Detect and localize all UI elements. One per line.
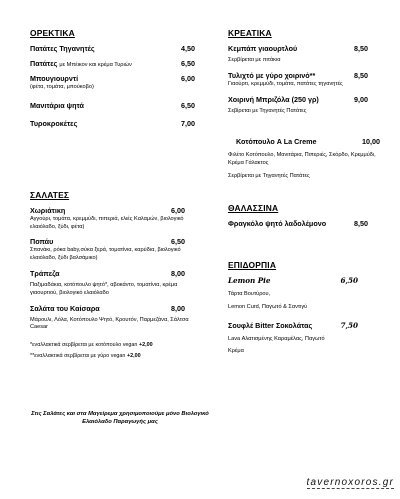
section-title-salates: ΣΑΛΑΤΕΣ	[30, 189, 70, 200]
item-price: 8,00	[171, 268, 185, 278]
item-name: Φραγκόλο ψητό λαδολέμονο	[228, 218, 327, 228]
item-name: Τράπεζα	[30, 268, 60, 278]
menu-item	[30, 206, 195, 232]
item-price: 6,50	[181, 100, 195, 110]
left-column	[30, 28, 195, 364]
section-title-epidorpia: ΕΠΙΔΟΡΠΙΑ	[228, 259, 277, 270]
item-name: Σαλάτα του Καίσαρα	[30, 303, 100, 313]
item-price: 8,00	[171, 303, 185, 313]
footnote-text: **εναλλακτικά σερβίρεται με γύρο vegan	[30, 353, 127, 360]
menu-item	[228, 219, 380, 228]
item-price: 8,50	[354, 70, 368, 80]
right-column	[228, 28, 380, 362]
menu-item	[228, 95, 380, 116]
item-description: Lava Αλατισμένης Καραμέλας, Παγωτό	[228, 336, 325, 343]
item-name: Χωριάτικη	[30, 205, 66, 215]
item-description: Σπανάκι, ρόκα baby,σύκα ξερά, τοματίνια, καρύδια, βιολογικό ελαιόλαδο, ξύδι βαλσάμικο)	[30, 247, 181, 262]
item-name: Ποπάυ	[30, 237, 54, 247]
menu-item	[30, 119, 195, 128]
section-title-kreatika: ΚΡΕΑΤΙΚΑ	[228, 28, 272, 38]
item-name: Κοτόπουλο A La Creme	[236, 137, 317, 147]
item-description: Αγγούρι, τομάτα, κρεμμύδι, πιπεριά, ελιές Καλαμών, βιολογικό ελαιόλαδο, ξύδι, φέτα)	[30, 215, 184, 230]
item-name: Πατάτες	[30, 59, 58, 68]
item-description: Παξιμαδάκια, κοτόπουλο ψητό*, αβοκάντο, τοματίνια, κρέμα γιαουρτιού, βιολογικό ελαιόλαδο	[30, 281, 178, 296]
menu-item	[228, 71, 380, 89]
item-description: Τάρτα Βουτύρου,	[228, 290, 271, 297]
item-name: Τυροκροκέτες	[30, 118, 78, 128]
watermark: tavernoxoros.gr	[306, 477, 394, 488]
footnotes	[30, 342, 195, 359]
item-price: 9,00	[354, 94, 368, 104]
footnote-text: *εναλλακτικά σερβίρεται με κοτόπουλο vegan	[30, 342, 139, 349]
item-name: Τυλιχτό με γύρο χοιρινό**	[228, 70, 316, 80]
footnote-extra: +2,00	[138, 342, 153, 349]
item-price: 8,50	[354, 218, 368, 228]
item-description-2: Lemon Curd, Παγωτό & Σαντιγύ	[228, 303, 308, 310]
item-price: 4,50	[181, 44, 195, 53]
item-price: 6,50	[171, 237, 185, 247]
item-price: 8,50	[354, 44, 368, 53]
menu-item	[228, 44, 380, 65]
menu-item	[228, 137, 380, 180]
menu-item	[30, 101, 195, 110]
item-price: 6,50	[340, 275, 358, 285]
item-description: Μάρουλι, Λόλα, Κοτόπουλο Ψητό, Κρουτόν, Παρμεζάνα, Σάλτσα Caesar	[30, 316, 189, 331]
item-note: με Μπέικον και κρέμα Τυριών	[59, 62, 132, 68]
item-name: Μπουγιουρντί	[30, 74, 79, 83]
item-description: Γιαούρτι, κρεμμύδι, τομάτα, πατάτες τηγανητές	[228, 80, 343, 87]
menu-item	[228, 276, 380, 312]
item-price: 6,50	[181, 59, 195, 68]
item-description: (φέτα, τομάτα, μπούκοβο)	[30, 84, 94, 90]
section-title-thalassina: ΘΑΛΑΣΣΙΝΑ	[228, 202, 279, 213]
menu-item	[30, 237, 195, 263]
item-name: Πατάτες Τηγανητές	[30, 44, 95, 53]
item-description: Σερβίρεται με πιτάκια	[228, 57, 281, 63]
item-description: Φιλέτο Κοτόπουλο, Μανιτάρια, Πιπεριές, Σκόρδο, Κρεμμύδι, Κρέμα Γάλακτος	[228, 152, 376, 167]
menu-item	[30, 59, 195, 68]
olive-oil-note: Στις Σαλάτες και στα Μαγείρεμα χρησιμοποιούμε μόνο Βιολογικό Ελαιόλαδο Παραγωγής μας	[31, 411, 209, 425]
footnote	[30, 353, 195, 359]
item-description: Σεβίρεται με Τηγανητές Πατάτες	[228, 107, 307, 114]
menu-item	[30, 44, 195, 53]
section-title-orektika: ΟΡΕΚΤΙΚΑ	[30, 28, 75, 38]
footnote-extra: +2,00	[126, 353, 141, 360]
item-price: 6,00	[171, 205, 185, 215]
item-name: Lemon Pie	[228, 275, 271, 285]
footnote	[30, 342, 195, 348]
menu-item	[30, 74, 195, 92]
menu-item	[30, 269, 195, 298]
item-description-2: Σερβίρεται με Τηγανητές Πατάτες	[228, 172, 310, 179]
item-price: 7,50	[340, 321, 358, 331]
item-price: 7,00	[181, 118, 195, 128]
item-name: Χοιρινή Μπριζόλα (250 γρ)	[228, 94, 319, 104]
menu-item	[228, 321, 380, 356]
item-price: 10,00	[362, 137, 380, 147]
item-price: 6,00	[181, 74, 195, 83]
menu-item	[30, 304, 195, 333]
item-description-2: Κρέμα	[228, 348, 244, 355]
item-name: Μανιτάρια ψητά	[30, 100, 84, 110]
item-name: Σουφλέ Bitter Σοκολάτας	[228, 321, 313, 331]
item-name: Κεμπάπ γιαουρτλού	[228, 44, 298, 53]
